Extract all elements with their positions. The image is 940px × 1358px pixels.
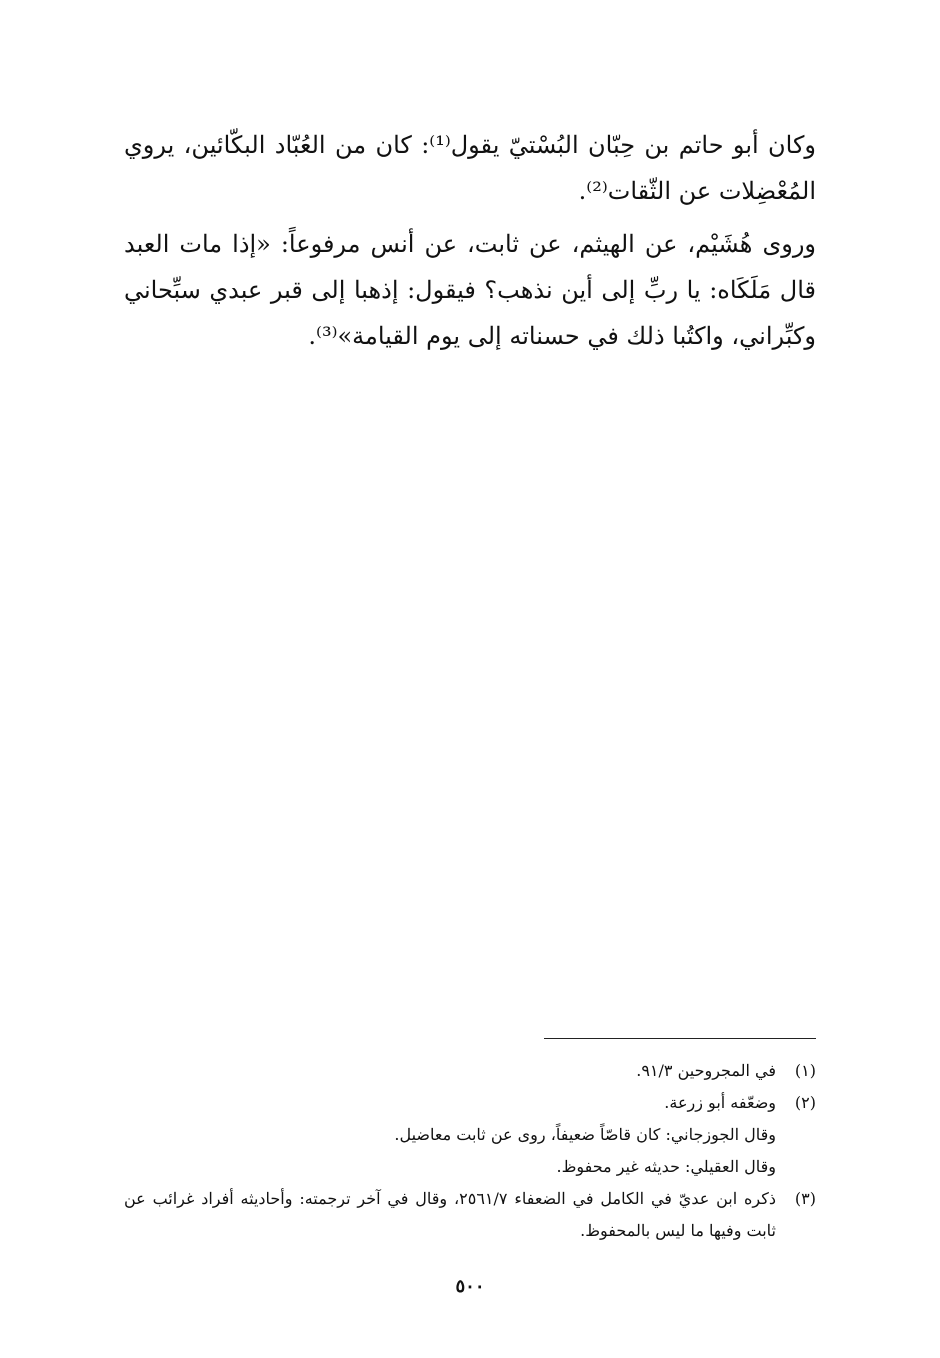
footnote-3-number: (٣)	[794, 1189, 816, 1208]
footnote-2-number: (٢)	[794, 1093, 816, 1112]
footnote-1-text: في المجروحين ٩١/٣.	[636, 1061, 776, 1080]
footnote-1	[124, 1055, 816, 1087]
footnote-3	[124, 1183, 816, 1247]
paragraph-ibn-hibban: وكان أبو حاتم بن حِبّان البُسْتيّ يقول⁽¹⁾: كان من العُبّاد البكّائين، يروي المُعْضِلات عن الثّقات⁽²⁾.	[124, 131, 817, 205]
page-number: ٥٠٠	[455, 1276, 485, 1297]
footnote-2-uqayli: وقال العقيلي: حديثه غير محفوظ.	[556, 1157, 776, 1176]
footnote-3-text: ذكره ابن عديّ في الكامل في الضعفاء ٢٥٦١/٧، وقال في آخر ترجمته: وأحاديثه أفراد غرائب عن ثابت وفيها ما ليس بالمحفوظ.	[124, 1189, 776, 1240]
footnote-separator	[544, 1038, 816, 1039]
paragraph-hushaym-hadith: وروى هُشَيْم، عن الهيثم، عن ثابت، عن أنس مرفوعاً: «إذا مات العبد قال مَلَكَاه: يا ربِّ إلى أين نذهب؟ فيقول: إذهبا إلى قبر عبدي سبِّحاني وكبِّراني، واكتُبا ذلك في حسناته إلى يوم القيامة»⁽³⁾.	[124, 230, 817, 350]
footnotes	[124, 1055, 816, 1247]
footnote-1-number: (١)	[794, 1061, 816, 1080]
footnote-2-text: وضعّفه أبو زرعة.	[664, 1093, 776, 1112]
footnote-2-jawzajani: وقال الجوزجاني: كان قاصّاً ضعيفاً، روى عن ثابت معاضيل.	[394, 1125, 776, 1144]
footnote-2	[124, 1087, 816, 1119]
